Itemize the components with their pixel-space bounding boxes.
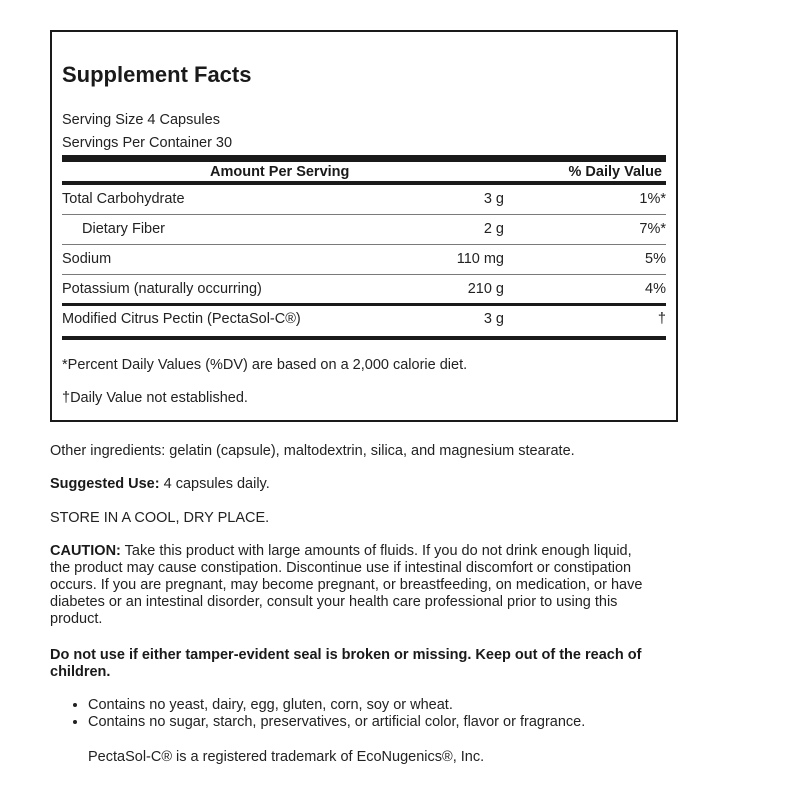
nutrient-amount: 210 g <box>467 281 504 297</box>
tamper-warning: Do not use if either tamper-evident seal is broken or missing. Keep out of the reach of children. <box>50 647 642 680</box>
suggested-use-label: Suggested Use: <box>50 476 160 492</box>
nutrient-row <box>62 185 666 215</box>
footnote-daily-values: *Percent Daily Values (%DV) are based on a 2,000 calorie diet. <box>62 357 468 373</box>
nutrient-name: Modified Citrus Pectin (PectaSol-C®) <box>62 311 301 327</box>
nutrient-amount: 2 g <box>483 221 504 237</box>
caution-paragraph <box>50 543 655 628</box>
panel-title: Supplement Facts <box>62 62 252 87</box>
suggested-use <box>50 476 690 493</box>
nutrient-amount: 110 mg <box>456 251 504 267</box>
suggested-use-text: 4 capsules daily. <box>159 476 270 492</box>
header-daily-value: % Daily Value <box>568 164 662 180</box>
nutrient-name: Total Carbohydrate <box>62 191 185 207</box>
nutrient-amount: 3 g <box>483 191 504 207</box>
nutrient-daily-value: 4% <box>645 281 666 297</box>
nutrient-row <box>62 245 666 275</box>
nutrient-name: Dietary Fiber <box>82 221 165 237</box>
caution-text: Take this product with large amounts of fluids. If you do not drink enough liquid, the product may cause constipation. Discontinue use if intestinal discomfort or constipation occurs. If you are pregnant, may become pregnant, or breastfeeding, on medication, or have diabetes or an intestinal disorder, consult your health care professional prior to using this product. <box>50 543 643 627</box>
nutrient-row <box>62 275 666 305</box>
serving-size: Serving Size 4 Capsules <box>62 112 220 128</box>
nutrient-amount: 3 g <box>483 311 504 327</box>
nutrient-row <box>62 215 666 245</box>
list-item: • Contains no yeast, dairy, egg, gluten, corn, soy or wheat. <box>88 697 585 714</box>
claims-list <box>50 697 585 731</box>
header-amount-per-serving: Amount Per Serving <box>210 164 350 180</box>
footer-rule <box>62 336 666 340</box>
supplement-facts-panel <box>50 30 678 422</box>
trademark-notice: PectaSol-C® is a registered trademark of EcoNugenics®, Inc. <box>88 749 485 765</box>
servings-per-container: Servings Per Container 30 <box>62 135 233 151</box>
nutrient-daily-value: 1%* <box>639 191 666 207</box>
list-item: • Contains no sugar, starch, preservatives, or artificial color, flavor or fragrance. <box>88 714 585 731</box>
nutrient-daily-value: † <box>657 311 666 327</box>
storage-instructions: STORE IN A COOL, DRY PLACE. <box>50 510 270 526</box>
nutrient-name: Potassium (naturally occurring) <box>62 281 262 297</box>
nutrient-daily-value: 7%* <box>639 221 666 237</box>
footnote-dagger: †Daily Value not established. <box>62 390 248 406</box>
caution-label: CAUTION: <box>50 543 121 559</box>
other-ingredients: Other ingredients: gelatin (capsule), maltodextrin, silica, and magnesium stearate. <box>50 443 575 459</box>
nutrient-name: Sodium <box>62 251 112 267</box>
thick-rule <box>62 155 666 162</box>
nutrient-row <box>62 305 666 335</box>
nutrient-daily-value: 5% <box>645 251 666 267</box>
